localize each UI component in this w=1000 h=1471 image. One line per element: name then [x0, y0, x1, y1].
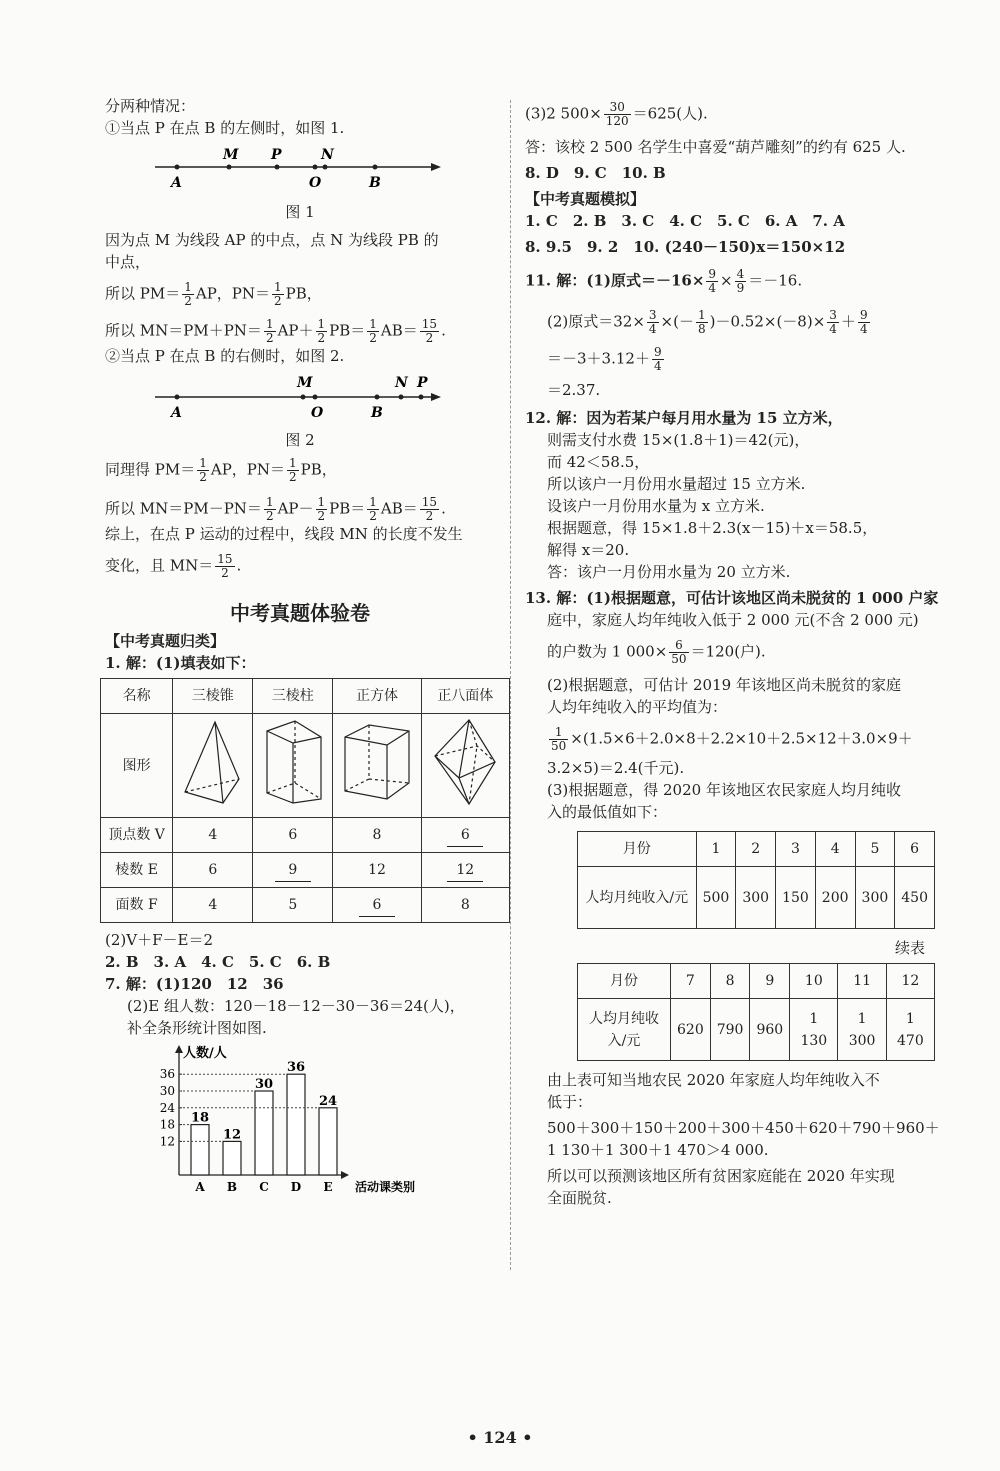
- equation-line: 的户数为 1 000× $\frac{6}{50}$ ＝120(户).: [547, 638, 766, 666]
- y-axis-arrow: [175, 1045, 183, 1053]
- income-table-1: [577, 831, 935, 929]
- table-cell: 620: [671, 999, 711, 1061]
- text-line: 根据题意，得 15×1.8＋2.3(x－15)＋x＝58.5，: [547, 519, 878, 537]
- answer-blank: 12: [447, 859, 483, 882]
- bar-A: [191, 1125, 209, 1175]
- table-cell: 三棱柱: [253, 679, 333, 714]
- text-line: (2)E 组人数：120－18－12－30－36＝24(人)，: [127, 997, 465, 1015]
- point-label: A: [171, 405, 182, 421]
- text-line: 而 42＜58.5，: [547, 453, 650, 471]
- answers-line: 1. C 2. B 3. C 4. C 5. C 6. A 7. A: [525, 212, 845, 230]
- x-axis-arrow: [341, 1171, 349, 1179]
- text-line: 中点，: [105, 253, 151, 271]
- equation-line: (2)原式＝32× $\frac{3}{4}$ ×(－ $\frac{1}{8}$ )－0.52×(－8)× $\frac{3}{4}$ ＋ $\frac{9}{4}$: [547, 308, 868, 336]
- text-line: 由上表可知当地农民 2020 年家庭人均年纯收入不: [547, 1071, 880, 1089]
- page-number: • 124 •: [467, 1428, 533, 1447]
- table-cell: 10: [790, 964, 838, 999]
- table-cell: 月份: [578, 832, 697, 867]
- data-label: 12: [222, 1127, 242, 1143]
- data-label: 30: [254, 1077, 274, 1092]
- question-line: 13. 解：(1)根据题意，可估计该地区尚未脱贫的 1 000 户家: [525, 589, 939, 607]
- table-cell: 4: [815, 832, 855, 867]
- bar-C: [255, 1091, 273, 1175]
- x-tick-label: D: [290, 1180, 302, 1193]
- table-cell: 12: [333, 853, 421, 888]
- table-cell: 500: [696, 867, 736, 929]
- table-cell: 6: [173, 853, 253, 888]
- number-line-1: [155, 139, 455, 197]
- table-cell: 1: [696, 832, 736, 867]
- answer-blank: 9: [275, 859, 311, 882]
- table-cell: 5: [253, 888, 333, 923]
- equation-line: 所以 PM＝ $\frac{1}{2}$ AP，PN＝ $\frac{1}{2}$ PB，: [105, 280, 322, 308]
- text-line: 答：该户一月份用水量为 20 立方米.: [547, 563, 791, 581]
- text-line: 分两种情况：: [105, 97, 196, 115]
- bar-E: [319, 1108, 337, 1175]
- point-label: M: [297, 375, 313, 391]
- text-line: 全面脱贫.: [547, 1189, 612, 1207]
- table-cell: 顶点数 V: [101, 818, 173, 853]
- answer-blank: 6: [359, 894, 395, 917]
- text-line: 因为点 M 为线段 AP 的中点，点 N 为线段 PB 的: [105, 231, 439, 249]
- table-row: [101, 714, 510, 818]
- equation-line: 变化，且 MN＝ $\frac{15}{2}$ .: [105, 552, 242, 580]
- table-cell: 月份: [578, 964, 671, 999]
- table-row: [101, 888, 510, 923]
- table-cell: 4: [173, 888, 253, 923]
- table-cell: 4: [173, 818, 253, 853]
- cube-figure: [333, 714, 421, 818]
- x-tick-label: E: [323, 1180, 333, 1193]
- y-tick-label: 24: [159, 1100, 175, 1115]
- table-cell: 名称: [101, 679, 173, 714]
- text-line: 所以该户一月份用水量超过 15 立方米.: [547, 475, 806, 493]
- table-cell: 6: [895, 832, 935, 867]
- table-cell: 正方体: [333, 679, 421, 714]
- table-cell: 450: [895, 867, 935, 929]
- figure-1: [105, 139, 495, 197]
- text-line: 答：该校 2 500 名学生中喜爱“葫芦雕刻”的约有 625 人.: [525, 138, 906, 156]
- figure-2: [105, 367, 495, 425]
- text-line: ②当点 P 在点 B 的右侧时，如图 2.: [105, 347, 345, 365]
- figure-caption: 图 1: [285, 203, 315, 221]
- text-line: 入的最低值如下：: [547, 803, 668, 821]
- point-label: N: [321, 147, 334, 163]
- text-line: 3.2×5)＝2.4(千元).: [547, 759, 685, 777]
- table-row: [101, 853, 510, 888]
- section-title: 中考真题体验卷: [230, 601, 370, 625]
- table-cell: 790: [710, 999, 750, 1061]
- x-tick-label: C: [259, 1180, 269, 1193]
- table-cell: 人均月纯收入/元: [578, 867, 697, 929]
- table-cell: 7: [671, 964, 711, 999]
- table-cell: 300: [855, 867, 895, 929]
- text-line: 解得 x＝20.: [547, 541, 630, 559]
- point-label: P: [417, 375, 428, 391]
- table-cell: 面数 F: [101, 888, 173, 923]
- figure-caption: 图 2: [285, 431, 315, 449]
- y-tick-label: 30: [159, 1084, 175, 1098]
- equation-line: ＝－3＋3.12＋ $\frac{9}{4}$: [547, 345, 662, 373]
- table-cell: 图形: [101, 714, 173, 818]
- data-label: 24: [318, 1093, 338, 1109]
- question-line: 1. 解：(1)填表如下：: [105, 654, 256, 672]
- left-column: [105, 95, 495, 1199]
- equation-line: 11. 解：(1)原式＝－16× $\frac{9}{4}$ × $\frac{4}{9}$ ＝－16.: [525, 267, 803, 295]
- equation-line: 所以 MN＝PM＋PN＝ $\frac{1}{2}$ AP＋ $\frac{1}{2}$ PB＝ $\frac{1}{2}$ AB＝ $\frac{15}{2}$ .: [105, 317, 446, 345]
- table-cell: 9: [750, 964, 790, 999]
- point-label: A: [171, 175, 182, 191]
- bar-D: [287, 1074, 305, 1175]
- y-tick-label: 12: [159, 1134, 175, 1149]
- point-label: M: [223, 147, 239, 163]
- category-heading: 【中考真题模拟】: [525, 190, 646, 208]
- y-tick-label: 18: [159, 1117, 175, 1132]
- table-row: [578, 867, 935, 929]
- table-cell: 8: [710, 964, 750, 999]
- text-line: ①当点 P 在点 B 的左侧时，如图 1.: [105, 119, 345, 137]
- table-cell: [421, 853, 509, 888]
- table-cell: [333, 888, 421, 923]
- point-label: B: [371, 405, 383, 421]
- y-axis-title: 人数/人: [183, 1046, 227, 1061]
- text-line: 人均年纯收入的平均值为：: [547, 698, 728, 716]
- question-line: 7. 解：(1)120 12 36: [105, 975, 284, 993]
- table-cell: 150: [776, 867, 816, 929]
- table-row: [578, 999, 935, 1061]
- category-heading: 【中考真题归类】: [105, 632, 226, 650]
- bar-B: [223, 1141, 241, 1175]
- octahedron-figure: [421, 714, 509, 818]
- table-cell: 6: [253, 818, 333, 853]
- y-tick-label: 36: [159, 1067, 175, 1082]
- table-continued-label: 续表: [894, 939, 925, 957]
- table-cell: 1 300: [838, 999, 886, 1061]
- point-label: O: [309, 175, 322, 191]
- text-line: ＝2.37.: [547, 381, 601, 399]
- column-divider: [510, 100, 511, 1270]
- table-cell: 正八面体: [421, 679, 509, 714]
- table-cell: 8: [421, 888, 509, 923]
- text-line: 庭中，家庭人均年纯收入低于 2 000 元(不含 2 000 元): [547, 611, 919, 629]
- table-cell: [421, 818, 509, 853]
- x-tick-label: B: [226, 1180, 238, 1193]
- bar-chart: [155, 1043, 485, 1193]
- data-label: 36: [286, 1060, 306, 1076]
- point-label: N: [395, 375, 408, 391]
- equation-line: $\frac{1}{50}$ ×(1.5×6＋2.0×8＋2.2×10＋2.5×12＋3.0×9＋: [551, 725, 913, 753]
- text-line: 1 130＋1 300＋1 470＞4 000.: [547, 1141, 769, 1159]
- answer-blank: 6: [447, 824, 483, 847]
- text-line: 设该户一月份用水量为 x 立方米.: [547, 497, 765, 515]
- table-row: [578, 964, 935, 999]
- text-line: 低于：: [547, 1093, 593, 1111]
- table-cell: [253, 853, 333, 888]
- text-line: (3)根据题意，得 2020 年该地区农民家庭人均月纯收: [547, 781, 901, 799]
- point-label: B: [369, 175, 381, 191]
- table-cell: 3: [776, 832, 816, 867]
- equation-line: (3)2 500× $\frac{30}{120}$ ＝625(人).: [525, 100, 708, 128]
- table-cell: 960: [750, 999, 790, 1061]
- text-line: 综上，在点 P 运动的过程中，线段 MN 的长度不发生: [105, 525, 463, 543]
- number-line-2: [155, 367, 455, 425]
- text-line: 所以可以预测该地区所有贫困家庭能在 2020 年实现: [547, 1167, 895, 1185]
- table-row: [101, 818, 510, 853]
- solids-table: [100, 678, 510, 923]
- x-axis-title: 活动课类别: [355, 1180, 416, 1193]
- equation-line: 所以 MN＝PM－PN＝ $\frac{1}{2}$ AP－ $\frac{1}{2}$ PB＝ $\frac{1}{2}$ AB＝ $\frac{15}{2}$ .: [105, 495, 446, 523]
- table-cell: 1 470: [886, 999, 934, 1061]
- table-cell: 人均月纯收入/元: [578, 999, 671, 1061]
- data-label: 18: [190, 1110, 210, 1126]
- table-cell: 8: [333, 818, 421, 853]
- right-column: [525, 95, 940, 1209]
- question-line: 12. 解：因为若某户每月用水量为 15 立方米，: [525, 409, 843, 427]
- table-cell: 5: [855, 832, 895, 867]
- table-cell: 11: [838, 964, 886, 999]
- equation-line: 同理得 PM＝ $\frac{1}{2}$ AP，PN＝ $\frac{1}{2}$ PB，: [105, 456, 337, 484]
- table-cell: 2: [736, 832, 776, 867]
- table-cell: 200: [815, 867, 855, 929]
- point-label: P: [271, 147, 282, 163]
- answers-line: 8. D 9. C 10. B: [525, 164, 666, 182]
- income-table-2: [577, 963, 935, 1061]
- table-cell: 1 130: [790, 999, 838, 1061]
- text-line: 则需支付水费 15×(1.8＋1)＝42(元)，: [547, 431, 810, 449]
- prism-figure: [253, 714, 333, 818]
- text-line: (2)根据题意，可估计 2019 年该地区尚未脱贫的家庭: [547, 676, 901, 694]
- tetrahedron-figure: [173, 714, 253, 818]
- table-row: [101, 679, 510, 714]
- answers-line: 2. B 3. A 4. C 5. C 6. B: [105, 953, 331, 971]
- table-cell: 三棱锥: [173, 679, 253, 714]
- table-row: [578, 832, 935, 867]
- table-cell: 12: [886, 964, 934, 999]
- text-line: (2)V＋F－E＝2: [105, 931, 213, 949]
- x-tick-label: A: [195, 1180, 205, 1193]
- point-label: O: [311, 405, 324, 421]
- table-cell: 棱数 E: [101, 853, 173, 888]
- text-line: 500＋300＋150＋200＋300＋450＋620＋790＋960＋: [547, 1119, 940, 1137]
- answers-line: 8. 9.5 9. 2 10. (240－150)x＝150×12: [525, 238, 846, 256]
- text-line: 补全条形统计图如图.: [127, 1019, 267, 1037]
- table-cell: 300: [736, 867, 776, 929]
